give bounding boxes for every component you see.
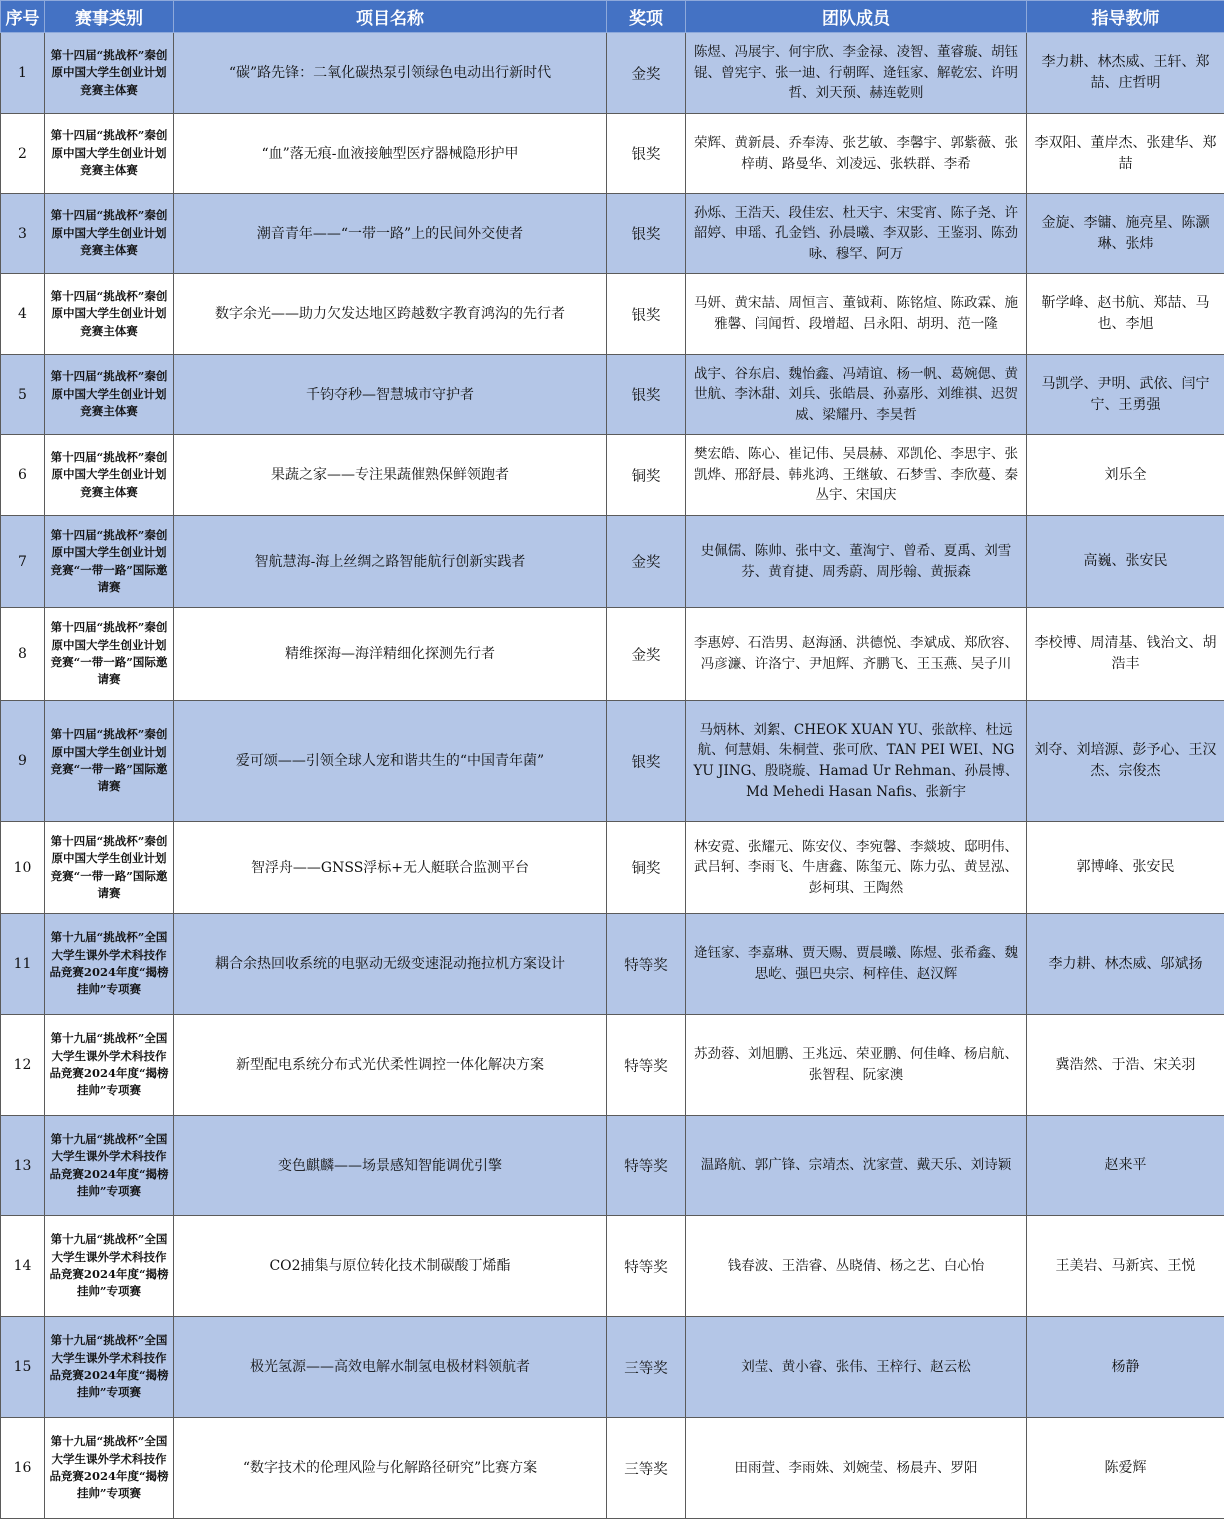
cell-team: 李惠婷、石浩男、赵海涵、洪德悦、李斌成、郑欣容、冯彦濂、许洛宁、尹旭辉、齐鹏飞、王玉燕、吴子川 [686, 608, 1027, 701]
cell-category: 第十四届“挑战杯”秦创原中国大学生创业计划竞赛“一带一路”国际邀请赛 [45, 608, 174, 701]
cell-award: 铜奖 [607, 822, 686, 914]
cell-index: 16 [1, 1418, 45, 1519]
cell-teacher: 靳学峰、赵书航、郑喆、马也、李旭 [1027, 274, 1224, 355]
table-row [1, 1015, 1224, 1116]
cell-category: 第十九届“挑战杯”全国大学生课外学术科技作品竞赛2024年度“揭榜挂帅”专项赛 [45, 1418, 174, 1519]
table-row [1, 1216, 1224, 1317]
table-row [1, 1116, 1224, 1216]
header-team: 团队成员 [686, 1, 1027, 33]
cell-index: 1 [1, 33, 45, 114]
cell-team: 荣辉、黄新晨、乔奉涛、张艺敏、李馨宇、郭紫薇、张梓萌、路曼华、刘凌远、张轶群、李希 [686, 114, 1027, 194]
cell-category: 第十四届“挑战杯”秦创原中国大学生创业计划竞赛“一带一路”国际邀请赛 [45, 822, 174, 914]
cell-teacher: 赵来平 [1027, 1116, 1224, 1216]
header-category: 赛事类别 [45, 1, 174, 33]
cell-award: 特等奖 [607, 1116, 686, 1216]
table-row [1, 1317, 1224, 1418]
cell-project: “数字技术的伦理风险与化解路径研究”比赛方案 [174, 1418, 607, 1519]
table-row [1, 1418, 1224, 1519]
cell-award: 三等奖 [607, 1317, 686, 1418]
cell-teacher: 李双阳、董岸杰、张建华、郑喆 [1027, 114, 1224, 194]
table-row [1, 194, 1224, 274]
cell-category: 第十九届“挑战杯”全国大学生课外学术科技作品竞赛2024年度“揭榜挂帅”专项赛 [45, 914, 174, 1015]
cell-team: 樊宏皓、陈心、崔记伟、吴晨赫、邓凯伦、李思宇、张凯烨、邢舒晨、韩兆鸿、王继敏、石梦雪、李欣蔓、秦丛宇、宋国庆 [686, 435, 1027, 516]
cell-index: 15 [1, 1317, 45, 1418]
cell-teacher: 李力耕、林杰威、邬斌扬 [1027, 914, 1224, 1015]
cell-award: 银奖 [607, 114, 686, 194]
cell-team: 战宇、谷东启、魏怡鑫、冯靖谊、杨一帆、葛婉偲、黄世航、李沐甜、刘兵、张皓晨、孙嘉彤、刘维祺、迟贺威、梁耀丹、李昊哲 [686, 355, 1027, 435]
cell-teacher: 马凯学、尹明、武依、闫宁宁、王勇强 [1027, 355, 1224, 435]
cell-category: 第十四届“挑战杯”秦创原中国大学生创业计划竞赛主体赛 [45, 435, 174, 516]
cell-team: 逄钰家、李嘉琳、贾天赐、贾晨曦、陈煜、张希鑫、魏思屹、强巴央宗、柯梓佳、赵汉辉 [686, 914, 1027, 1015]
cell-category: 第十四届“挑战杯”秦创原中国大学生创业计划竞赛主体赛 [45, 33, 174, 114]
cell-team: 刘莹、黄小睿、张伟、王梓行、赵云松 [686, 1317, 1027, 1418]
cell-index: 14 [1, 1216, 45, 1317]
cell-teacher: 郭博峰、张安民 [1027, 822, 1224, 914]
cell-award: 银奖 [607, 701, 686, 822]
cell-team: 马炳林、刘絮、CHEOK XUAN YU、张歆梓、杜远航、何慧娟、朱桐萱、张可欣、TAN PEI WEI、NG YU JING、殷晓璇、Hamad Ur Rehman、孙晨博、Md Mehedi Hasan Nafis、张新宇 [686, 701, 1027, 822]
table-row [1, 701, 1224, 822]
cell-project: “血”落无痕-血液接触型医疗器械隐形护甲 [174, 114, 607, 194]
table-row [1, 516, 1224, 608]
cell-index: 6 [1, 435, 45, 516]
cell-project: 智航慧海-海上丝绸之路智能航行创新实践者 [174, 516, 607, 608]
cell-category: 第十九届“挑战杯”全国大学生课外学术科技作品竞赛2024年度“揭榜挂帅”专项赛 [45, 1216, 174, 1317]
table-row [1, 114, 1224, 194]
cell-award: 银奖 [607, 355, 686, 435]
cell-project: 极光氢源——高效电解水制氢电极材料领航者 [174, 1317, 607, 1418]
cell-index: 9 [1, 701, 45, 822]
cell-team: 陈煜、冯展宇、何宇欣、李金禄、凌智、董睿璇、胡钰锟、曾宪宇、张一迪、行朝晖、逄钰家、解乾宏、许明哲、刘天预、赫连乾则 [686, 33, 1027, 114]
cell-project: 果蔬之家——专注果蔬催熟保鲜领跑者 [174, 435, 607, 516]
cell-project: 耦合余热回收系统的电驱动无级变速混动拖拉机方案设计 [174, 914, 607, 1015]
cell-index: 12 [1, 1015, 45, 1116]
header-project: 项目名称 [174, 1, 607, 33]
cell-team: 林安霓、张耀元、陈安仪、李宛馨、李燚坡、邸明伟、武吕轲、李雨飞、牛唐鑫、陈玺元、陈力弘、黄昱泓、彭柯琪、王陶然 [686, 822, 1027, 914]
cell-category: 第十九届“挑战杯”全国大学生课外学术科技作品竞赛2024年度“揭榜挂帅”专项赛 [45, 1116, 174, 1216]
cell-team: 史佩儒、陈帅、张中文、董淘宁、曾希、夏禹、刘雪芬、黄育捷、周秀蔚、周彤翰、黄振森 [686, 516, 1027, 608]
table-row [1, 33, 1224, 114]
cell-teacher: 刘乐全 [1027, 435, 1224, 516]
cell-category: 第十四届“挑战杯”秦创原中国大学生创业计划竞赛“一带一路”国际邀请赛 [45, 516, 174, 608]
cell-index: 5 [1, 355, 45, 435]
cell-project: CO2捕集与原位转化技术制碳酸丁烯酯 [174, 1216, 607, 1317]
cell-category: 第十四届“挑战杯”秦创原中国大学生创业计划竞赛主体赛 [45, 355, 174, 435]
cell-team: 田雨萱、李雨姝、刘婉莹、杨晨卉、罗阳 [686, 1418, 1027, 1519]
cell-teacher: 李力耕、林杰威、王轩、郑喆、庄哲明 [1027, 33, 1224, 114]
cell-teacher: 王美岩、马新宾、王悦 [1027, 1216, 1224, 1317]
cell-index: 10 [1, 822, 45, 914]
cell-teacher: 杨静 [1027, 1317, 1224, 1418]
cell-project: 智浮舟——GNSS浮标+无人艇联合监测平台 [174, 822, 607, 914]
cell-award: 金奖 [607, 608, 686, 701]
cell-award: 银奖 [607, 274, 686, 355]
cell-project: 爱可颂——引领全球人宠和谐共生的“中国青年菌” [174, 701, 607, 822]
cell-category: 第十四届“挑战杯”秦创原中国大学生创业计划竞赛主体赛 [45, 274, 174, 355]
cell-index: 13 [1, 1116, 45, 1216]
cell-team: 马妍、黄宋喆、周恒言、董钺莉、陈铭煊、陈政霖、施雅馨、闫闻哲、段增超、吕永阳、胡玥、范一隆 [686, 274, 1027, 355]
cell-category: 第十九届“挑战杯”全国大学生课外学术科技作品竞赛2024年度“揭榜挂帅”专项赛 [45, 1317, 174, 1418]
cell-award: 特等奖 [607, 1216, 686, 1317]
header-index: 序号 [1, 1, 45, 33]
header-award: 奖项 [607, 1, 686, 33]
cell-teacher: 冀浩然、于浩、宋关羽 [1027, 1015, 1224, 1116]
cell-award: 三等奖 [607, 1418, 686, 1519]
cell-award: 特等奖 [607, 1015, 686, 1116]
cell-category: 第十四届“挑战杯”秦创原中国大学生创业计划竞赛“一带一路”国际邀请赛 [45, 701, 174, 822]
cell-category: 第十九届“挑战杯”全国大学生课外学术科技作品竞赛2024年度“揭榜挂帅”专项赛 [45, 1015, 174, 1116]
cell-team: 孙烁、王浩天、段佳宏、杜天宇、宋雯宵、陈子尧、许韶婷、申瑶、孔金铛、孙晨曦、李双影、王鉴羽、陈劲咏、穆罕、阿万 [686, 194, 1027, 274]
cell-project: 数字余光——助力欠发达地区跨越数字教育鸿沟的先行者 [174, 274, 607, 355]
cell-project: “碳”路先锋：二氧化碳热泵引领绿色电动出行新时代 [174, 33, 607, 114]
cell-project: 潮音青年——“一带一路”上的民间外交使者 [174, 194, 607, 274]
cell-teacher: 陈爱辉 [1027, 1418, 1224, 1519]
table-row [1, 355, 1224, 435]
cell-index: 11 [1, 914, 45, 1015]
cell-teacher: 李校博、周清基、钱治文、胡浩丰 [1027, 608, 1224, 701]
cell-project: 变色麒麟——场景感知智能调优引擎 [174, 1116, 607, 1216]
table-row [1, 274, 1224, 355]
cell-project: 千钧夺秒—智慧城市守护者 [174, 355, 607, 435]
table-row [1, 435, 1224, 516]
header-teacher: 指导教师 [1027, 1, 1224, 33]
cell-index: 8 [1, 608, 45, 701]
table-row [1, 608, 1224, 701]
cell-project: 精维探海—海洋精细化探测先行者 [174, 608, 607, 701]
cell-team: 钱春波、王浩睿、丛晓倩、杨之艺、白心怡 [686, 1216, 1027, 1317]
cell-teacher: 金旋、李镛、施亮星、陈灏琳、张炜 [1027, 194, 1224, 274]
cell-index: 7 [1, 516, 45, 608]
cell-team: 苏劲蓉、刘旭鹏、王兆远、荣亚鹏、何佳峰、杨启航、张智程、阮家澳 [686, 1015, 1027, 1116]
table-row [1, 822, 1224, 914]
cell-index: 3 [1, 194, 45, 274]
header-row [1, 1, 1224, 33]
table-row [1, 914, 1224, 1015]
cell-category: 第十四届“挑战杯”秦创原中国大学生创业计划竞赛主体赛 [45, 114, 174, 194]
cell-team: 温路航、郭广锋、宗靖杰、沈家萱、戴天乐、刘诗颖 [686, 1116, 1027, 1216]
cell-award: 银奖 [607, 194, 686, 274]
cell-award: 铜奖 [607, 435, 686, 516]
cell-teacher: 刘夺、刘培源、彭予心、王汉杰、宗俊杰 [1027, 701, 1224, 822]
cell-award: 金奖 [607, 516, 686, 608]
cell-index: 4 [1, 274, 45, 355]
cell-index: 2 [1, 114, 45, 194]
cell-award: 特等奖 [607, 914, 686, 1015]
cell-project: 新型配电系统分布式光伏柔性调控一体化解决方案 [174, 1015, 607, 1116]
cell-teacher: 高巍、张安民 [1027, 516, 1224, 608]
cell-category: 第十四届“挑战杯”秦创原中国大学生创业计划竞赛主体赛 [45, 194, 174, 274]
cell-award: 金奖 [607, 33, 686, 114]
